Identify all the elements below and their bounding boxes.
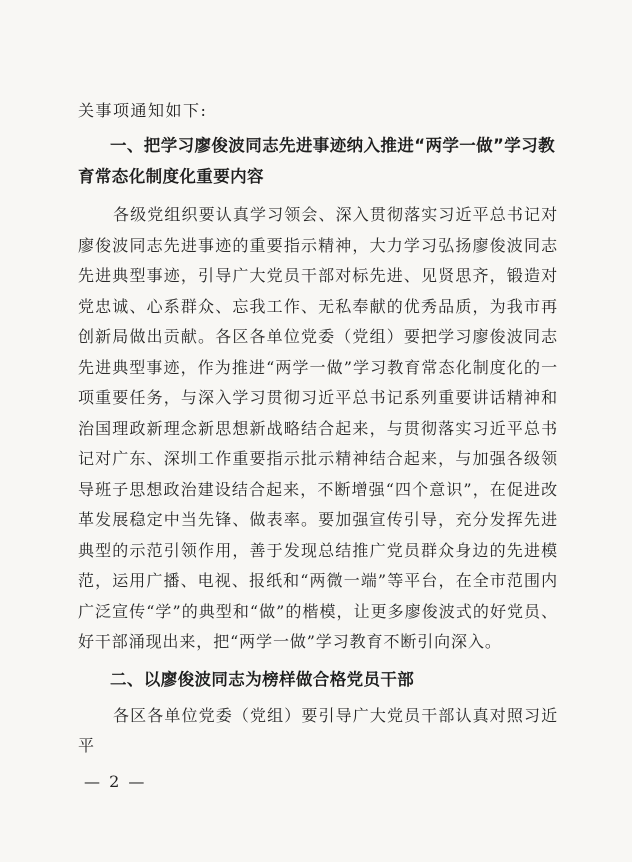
intro-line: 关事项通知如下: [78,101,208,120]
section-1-heading: 一、把学习廖俊波同志先进事迹纳入推进“两学一做”学习教育常态化制度化重要内容 [78,136,555,186]
document-body [78,96,558,762]
section-2-paragraph: 各区各单位党委（党组）要引导广大党员干部认真对照习近平 [78,705,558,755]
page-number: — 2 — [84,772,147,791]
section-1-paragraph: 各级党组织要认真学习领会、深入贯彻落实习近平总书记对廖俊波同志先进事迹的重要指示精神，大力学习弘扬廖俊波同志先进典型事迹，引导广大党员干部对标先进、见贤思齐，锻造对党忠诚、心系群众、忘我工作、无私奉献的优秀品质，为我市再创新局做出贡献。各区各单位党委（党组）要把学习廖俊波同志先进典型事迹，作为推进“两学一做”学习教育常态化制度化的一项重要任务，与深入学习贯彻习近平总书记系列重要讲话精神和治国理政新理念新思想新战略结合起来，与贯彻落实习近平总书记对广东、深圳工作重要指示批示精神结合起来，与加强各级领导班子思想政治建设结合起来，不断增强“四个意识”，在促进改革发展稳定中当先锋、做表率。要加强宣传引导，充分发挥先进典型的示范引领作用，善于发现总结推广党员群众身边的先进模范，运用广播、电视、报纸和“两微一端”等平台，在全市范围内广泛宣传“学”的典型和“做”的楷模，让更多廖俊波式的好党员、好干部涌现出来，把“两学一做”学习教育不断引向深入。 [78,205,558,651]
section-2-heading: 二、以廖俊波同志为榜样做合格党员干部 [110,669,415,689]
